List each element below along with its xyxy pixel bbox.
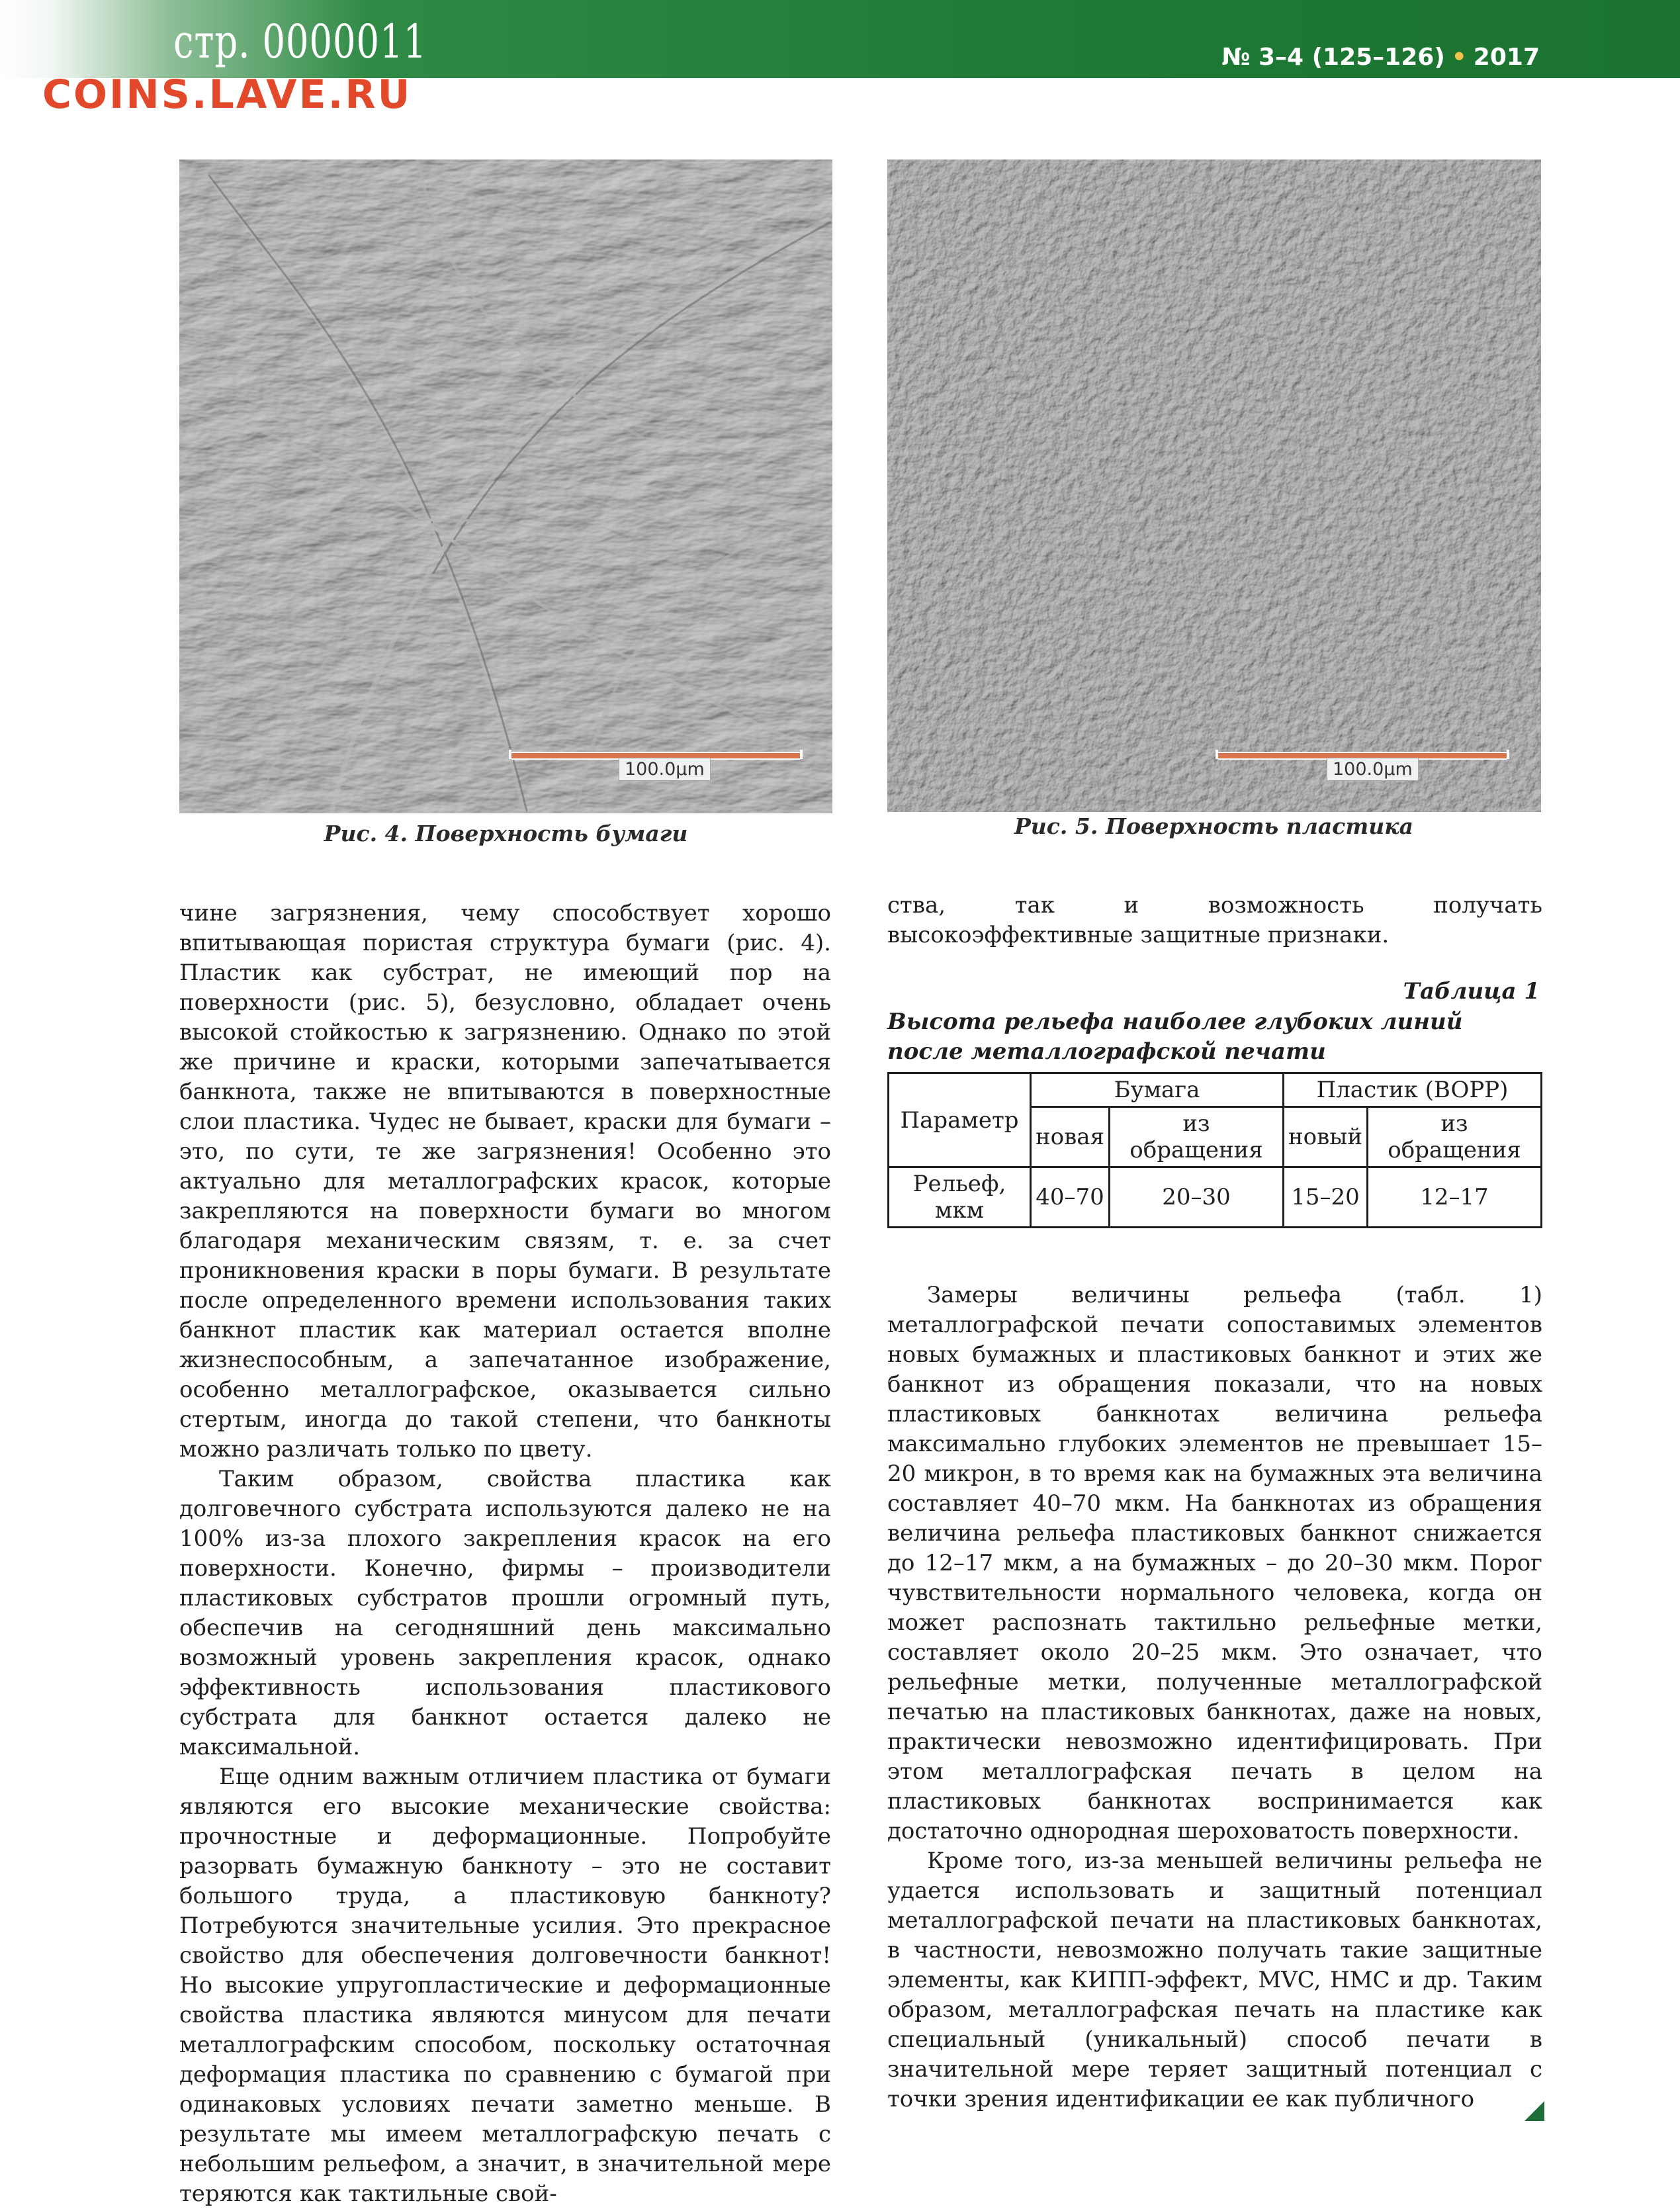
relief-table bbox=[887, 1072, 1542, 1228]
col-header: новая bbox=[1031, 1107, 1110, 1167]
figure-plastic-surface bbox=[887, 159, 1541, 812]
issue-year: 2017 bbox=[1473, 44, 1540, 71]
param-header: Параметр bbox=[889, 1073, 1031, 1167]
page-end-marker-icon bbox=[1525, 2101, 1544, 2121]
table-title: Высота рельефа наиболее глубоких линий после металлографской печати bbox=[887, 1009, 1463, 1065]
text-column-right-top bbox=[887, 891, 1542, 950]
row-label: Рельеф, мкм bbox=[889, 1167, 1031, 1228]
separator-dot: • bbox=[1451, 44, 1467, 71]
table-cell: 12–17 bbox=[1368, 1167, 1542, 1228]
text-column-left bbox=[179, 899, 831, 2209]
paragraph: Замеры величины рельефа (табл. 1) металлографской печати сопоставимых элементов новых бумажных и пластиковых банкнот и этих же банкнот из обращения показали, что на новых пластиковых банкнотах величина рельефа максимально глубоких элементов не превышает 15–20 микрон, в то время как на бумажных эта величина составляет 40–70 мкм. На банкнотах из обращения величина рельефа пластиковых банкнот снижается до 12–17 мкм, а на бумажных – до 20–30 мкм. Порог чувствительности нормального человека, когда он может распознать тактильно рельефные метки, составляет около 20–25 мкм. Это означает, что рельефные метки, полученные металлографской печатью на пластиковых банкнотах, даже на новых, практически невозможно идентифицировать. При этом металлографская печать в целом на пластиковых банкнотах воспринимается как достаточно однородная шероховатость поверхности. bbox=[887, 1282, 1542, 1844]
scale-label: 100.0μm bbox=[1327, 758, 1419, 781]
col-header: новый bbox=[1284, 1107, 1368, 1167]
table-cell: 20–30 bbox=[1110, 1167, 1284, 1228]
col-header: из обращения bbox=[1110, 1107, 1284, 1167]
issue-info bbox=[1221, 44, 1540, 71]
paragraph: ства, так и возможность получать высокоэффективные защитные признаки. bbox=[887, 892, 1542, 948]
scale-label: 100.0μm bbox=[619, 758, 711, 781]
paper-texture bbox=[179, 159, 832, 813]
text-column-right bbox=[887, 1281, 1542, 2114]
table-cell: 40–70 bbox=[1031, 1167, 1110, 1228]
paragraph: Кроме того, из-за меньшей величины рельефа не удается использовать и защитный потенциал металлографской печати на пластиковых банкнотах, в частности, невозможно получать такие защитные элементы, как КИПП-эффект, MVC, НМС и др. Таким образом, металлографская печать на пластике как специальный (уникальный) способ печати в значительной мере теряет защитный потенциал с точки зрения идентификации ее как публичного bbox=[887, 1848, 1542, 2112]
figure-caption: Рис. 5. Поверхность пластика bbox=[1014, 813, 1413, 839]
group-header-paper: Бумага bbox=[1031, 1073, 1284, 1107]
site-watermark[interactable]: COINS.LAVE.RU bbox=[42, 71, 412, 118]
paragraph: чине загрязнения, чему способствует хорошо впитывающая пористая структура бумаги (рис. 4). Пластик как субстрат, не имеющий пор на поверхности (рис. 5), безусловно, обладает очень высокой стойкостью к загрязнению. Однако по этой же причине и краски, которыми запечатывается банкнота, также не впитываются в поверхностные слои пластика. Чудес не бывает, краски для бумаги – это, по сути, те же загрязнения! Особенно это актуально для металлографских красок, которые закрепляются на поверхности бумаги во многом благодаря механическим связям, т. е. за счет проникновения краски в поры бумаги. В результате после определенного времени использования таких банкнот пластик как материал остается вполне жизнеспособным, а запечатанное изображение, особенно металлографское, оказывается сильно стертым, иногда до такой степени, что банкноты можно различать только по цвету. bbox=[179, 900, 831, 1463]
figure-paper-surface bbox=[179, 159, 832, 813]
table-row bbox=[889, 1167, 1542, 1228]
table-row bbox=[889, 1073, 1542, 1107]
paragraph: Таким образом, свойства пластика как долговечного субстрата используются далеко не на 100% из-за плохого закрепления красок на его поверхности. Конечно, фирмы – производители пластиковых субстратов прошли огромный путь, обеспечив на сегодняшний день максимально возможный уровень закрепления красок, однако эффективность использования пластикового субстрата для банкнот остается далеко не максимальной. bbox=[179, 1466, 831, 1760]
col-header: из обращения bbox=[1368, 1107, 1542, 1167]
figure-caption: Рис. 4. Поверхность бумаги bbox=[324, 821, 688, 846]
table-number: Таблица 1 bbox=[1403, 978, 1540, 1005]
paragraph: Еще одним важным отличием пластика от бумаги являются его высокие механические свойства: прочностные и деформационные. Попробуйте разорвать бумажную банкноту – это не составит большого труда, а пластиковую банкноту? Потребуются значительные усилия. Это прекрасное свойство для обеспечения долговечности банкнот! Но высокие упругопластические и деформационные свойства пластика являются минусом для печати металлографским способом, поскольку остаточная деформация пластика по сравнению с бумагой при одинаковых условиях печати заметно меньше. В результате мы имеем металлографскую печать с небольшим рельефом, а значит, в значительной мере теряются как тактильные свой- bbox=[179, 1764, 831, 2207]
group-header-plastic: Пластик (BOPP) bbox=[1284, 1073, 1542, 1107]
plastic-texture bbox=[887, 159, 1541, 812]
issue-number: № 3–4 (125–126) bbox=[1221, 44, 1445, 71]
table-cell: 15–20 bbox=[1284, 1167, 1368, 1228]
page-label: стр. 0000011 bbox=[173, 15, 427, 69]
